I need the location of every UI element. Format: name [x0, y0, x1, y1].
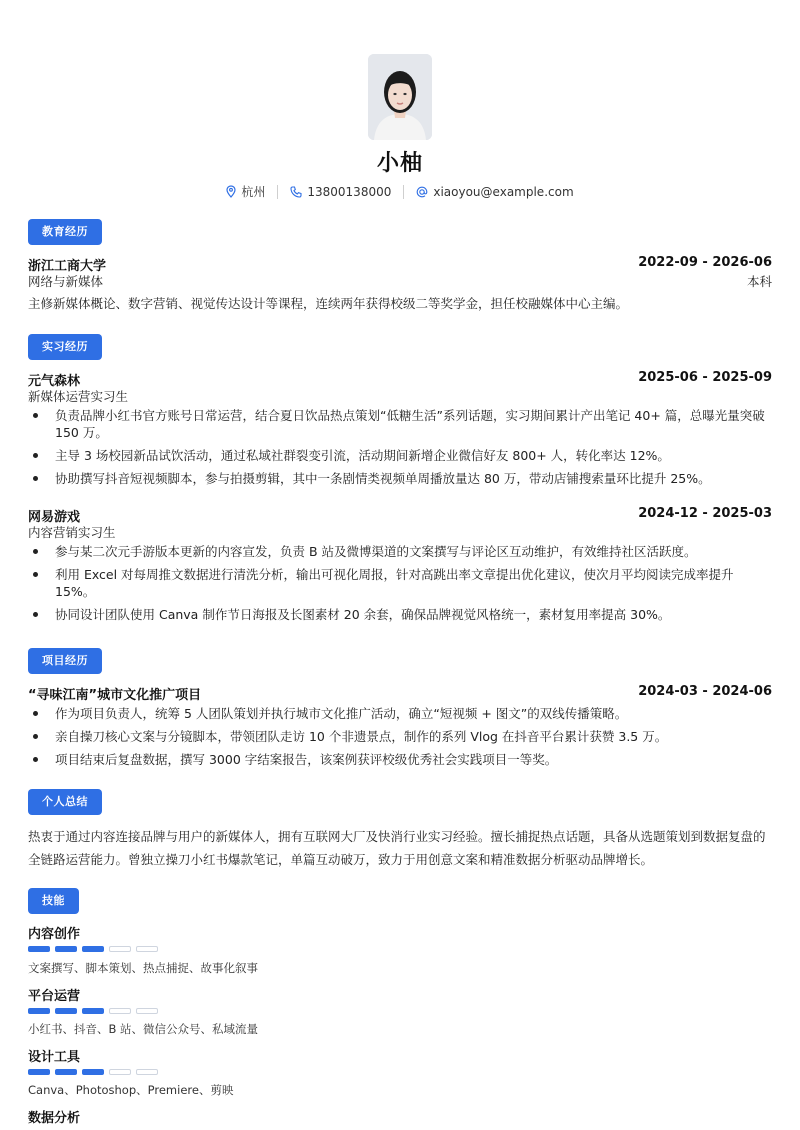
phone-icon [290, 186, 302, 198]
skill-segment-filled [82, 1008, 104, 1014]
company-name: 网易游戏 [28, 510, 81, 525]
skill-segment-filled [55, 1008, 77, 1014]
internship-role-row [28, 387, 772, 405]
skill-segment-empty [109, 1069, 131, 1075]
education-description: 主修新媒体概论、数字营销、视觉传达设计等课程，连续两年获得校级二等奖学金，担任校融媒体中心主编。 [28, 296, 629, 311]
skill-segment-filled [82, 946, 104, 952]
contact-email [416, 185, 573, 199]
skill-segment-filled [55, 1069, 77, 1075]
list-item: 亲自操刀核心文案与分镜脚本，带领团队走访 10 个非遗景点，制作的系列 Vlog 在抖音平台累计获赞 3.5 万。 [28, 728, 772, 745]
skill-name: 内容创作 [28, 927, 81, 942]
contact-location-text: 杭州 [241, 185, 266, 199]
project-bullets [28, 705, 772, 774]
company-name: 元气森林 [28, 374, 81, 389]
contact-divider [277, 185, 278, 199]
skill-name: 平台运营 [28, 989, 81, 1004]
education-sub-row [28, 272, 772, 290]
project-header-row [28, 684, 772, 703]
skill-segment-empty [136, 946, 158, 952]
contact-bar [0, 183, 800, 200]
skill-name: 数据分析 [28, 1111, 81, 1126]
school-name: 浙江工商大学 [28, 259, 107, 274]
internship-dates: 2024-12 - 2025-03 [638, 506, 772, 521]
role-title: 内容营销实习生 [28, 525, 116, 540]
contact-location [226, 183, 265, 200]
project-dates: 2024-03 - 2024-06 [638, 684, 772, 699]
education-dates: 2022-09 - 2026-06 [638, 255, 772, 270]
project-name: “寻味江南”城市文化推广项目 [28, 688, 202, 703]
internship-bullets [28, 543, 772, 629]
internship-bullets [28, 407, 772, 493]
skill-segment-filled [55, 946, 77, 952]
avatar [368, 54, 432, 140]
skill-description: Canva、Photoshop、Premiere、剪映 [28, 1083, 234, 1097]
skill-segment-empty [136, 1008, 158, 1014]
list-item: 协同设计团队使用 Canva 制作节日海报及长图素材 20 余套，确保品牌视觉风格统一，素材复用率提高 30%。 [28, 606, 772, 623]
list-item: 负责品牌小红书官方账号日常运营，结合夏日饮品热点策划“低糖生活”系列话题，实习期间累计产出笔记 40+ 篇，总曝光量突破 150 万。 [28, 407, 772, 441]
skill-segment-empty [136, 1069, 158, 1075]
internship-dates: 2025-06 - 2025-09 [638, 370, 772, 385]
section-tag-summary: 个人总结 [28, 789, 102, 815]
role-title: 新媒体运营实习生 [28, 389, 129, 404]
location-pin-icon [226, 185, 236, 198]
skill-segment-filled [28, 1008, 50, 1014]
contact-phone [290, 185, 391, 199]
skill-segment-filled [28, 946, 50, 952]
skill-level-bar [28, 1069, 158, 1075]
section-tag-education: 教育经历 [28, 219, 102, 245]
list-item: 参与某二次元手游版本更新的内容宣发，负责 B 站及微博渠道的文案撰写与评论区互动维护，有效维持社区活跃度。 [28, 543, 772, 560]
list-item: 项目结束后复盘数据，撰写 3000 字结案报告，该案例获评校级优秀社会实践项目一等奖。 [28, 751, 772, 768]
at-sign-icon [416, 186, 428, 198]
skill-level-bar [28, 1008, 158, 1014]
skill-segment-empty [109, 946, 131, 952]
contact-phone-text: 13800138000 [307, 184, 392, 199]
skill-level-bar [28, 946, 158, 952]
section-tag-internship: 实习经历 [28, 334, 102, 360]
skill-description: 文案撰写、脚本策划、热点捕捉、故事化叙事 [28, 961, 258, 975]
degree: 本科 [746, 274, 772, 289]
list-item: 作为项目负责人，统筹 5 人团队策划并执行城市文化推广活动，确立“短视频 + 图文”的双线传播策略。 [28, 705, 772, 722]
internship-role-row [28, 523, 772, 541]
skill-segment-empty [109, 1008, 131, 1014]
list-item: 利用 Excel 对每周推文数据进行清洗分析，输出可视化周报，针对高跳出率文章提出优化建议，使次月平均阅读完成率提升 15%。 [28, 566, 772, 600]
portrait-photo-icon [368, 54, 432, 140]
section-tag-projects: 项目经历 [28, 648, 102, 674]
candidate-name: 小柚 [376, 151, 423, 176]
skill-segment-filled [28, 1069, 50, 1075]
list-item: 主导 3 场校园新品试饮活动，通过私域社群裂变引流，活动期间新增企业微信好友 800+ 人，转化率达 12%。 [28, 447, 772, 464]
contact-email-text: xiaoyou@example.com [433, 184, 574, 199]
summary-text: 热衷于通过内容连接品牌与用户的新媒体人，拥有互联网大厂及快消行业实习经验。擅长捕捉热点话题，具备从选题策划到数据复盘的全链路运营能力。曾独立操刀小红书爆款笔记，单篇互动破万，致力于用创意文案和精准数据分析驱动品牌增长。 [28, 829, 766, 867]
list-item: 协助撰写抖音短视频脚本，参与拍摄剪辑，其中一条剧情类视频单周播放量达 80 万，带动店铺搜索量环比提升 25%。 [28, 470, 772, 487]
section-tag-skills: 技能 [28, 888, 79, 914]
skill-name: 设计工具 [28, 1050, 81, 1065]
skill-description: 小红书、抖音、B 站、微信公众号、私域流量 [28, 1022, 259, 1036]
contact-divider [403, 185, 404, 199]
major: 网络与新媒体 [28, 274, 104, 289]
skill-segment-filled [82, 1069, 104, 1075]
